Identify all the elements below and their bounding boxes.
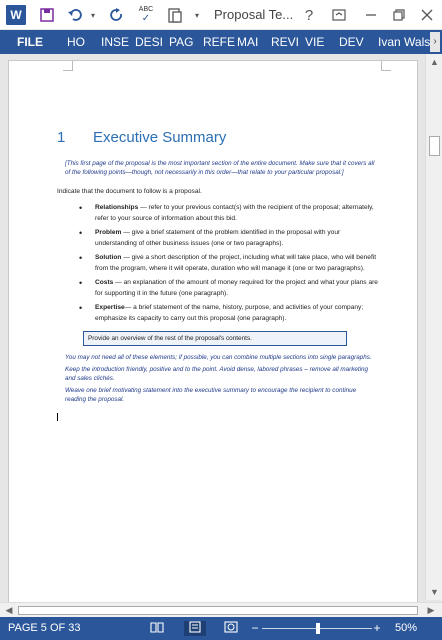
horizontal-scroll-thumb[interactable]	[18, 606, 418, 615]
zoom-level[interactable]: 50%	[395, 622, 418, 634]
tips-block	[65, 353, 375, 407]
ribbon-scroll-right-icon[interactable]: ›	[430, 32, 440, 52]
page-count-status[interactable]: PAGE 5 OF 33	[8, 622, 81, 634]
scroll-left-icon[interactable]: ◀	[5, 605, 13, 615]
user-account[interactable]: Ivan Wals	[378, 35, 431, 49]
list-item	[79, 278, 379, 299]
tab-home[interactable]: HO	[67, 35, 85, 49]
clipboard-icon[interactable]	[166, 5, 184, 25]
tab-design[interactable]: DESI	[135, 35, 164, 49]
bullet-text: — give a short description of the project, including what will take place, who will benefit from the program, where it will operate, duration who will manage it (one or two paragraphs).	[95, 254, 377, 272]
vertical-scroll-thumb[interactable]	[429, 136, 440, 156]
bullet-term: Solution	[95, 254, 122, 261]
bullet-text: — give a brief statement of the problem identified in the proposal with your understanding of other business issues (one or two paragraphs).	[95, 229, 341, 247]
tab-review[interactable]: REVI	[271, 35, 300, 49]
ribbon-display-options-icon[interactable]	[326, 4, 352, 26]
heading-text: Executive Summary	[93, 129, 227, 146]
tip-paragraph: Weave one brief motivating statement into the executive summary to encourage the recipient to continue reading the proposal.	[65, 387, 357, 403]
list-item	[79, 228, 379, 249]
zoom-slider-thumb[interactable]	[316, 623, 320, 634]
status-bar	[0, 617, 442, 640]
word-app-icon[interactable]: W	[6, 5, 26, 25]
margin-corner-top-left	[63, 61, 73, 71]
ribbon-tabs	[0, 30, 442, 54]
scroll-up-icon[interactable]: ▲	[430, 57, 439, 67]
title-bar	[0, 0, 442, 30]
tip-paragraph: Keep the introduction friendly, positive and to the point. Avoid dense, labored phrases – remove all marketing and sales clichés.	[65, 366, 369, 382]
document-title: Proposal Te...	[214, 7, 294, 22]
points-list	[79, 203, 379, 328]
intro-guidance-text: [This first page of the proposal is the most important section of the entire document. Make sure that it covers all of the following points—though, not necessarily in this order—that relate to your particular proposal:]	[65, 160, 375, 176]
scroll-down-icon[interactable]: ▼	[430, 587, 439, 597]
scroll-right-icon[interactable]: ▶	[427, 605, 435, 615]
document-page[interactable]	[8, 60, 418, 610]
bullet-text: — refer to your previous contact(s) with the recipient of the proposal; alternately, refer to your source of information about this bid.	[95, 204, 374, 222]
bullet-term: Expertise	[95, 304, 125, 311]
undo-dropdown-icon[interactable]: ▾	[90, 10, 95, 20]
tab-references[interactable]: REFE	[203, 35, 236, 49]
bullet-text: — an explanation of the amount of money required for the project and what your plans are for supporting it in the future (one paragraph).	[95, 279, 378, 297]
save-icon[interactable]	[38, 5, 56, 25]
zoom-in-button[interactable]: +	[373, 621, 381, 635]
tab-mailings[interactable]: MAI	[237, 35, 259, 49]
document-area	[0, 54, 442, 617]
bullet-term: Problem	[95, 229, 122, 236]
spelling-icon[interactable]: ABC ✓	[138, 6, 154, 24]
minimize-icon[interactable]	[358, 4, 384, 26]
redo-icon[interactable]	[108, 5, 126, 25]
heading-number: 1	[57, 129, 66, 146]
tab-insert[interactable]: INSE	[101, 35, 130, 49]
vertical-scrollbar[interactable]	[425, 54, 442, 600]
customize-qat-icon[interactable]: ▾	[194, 10, 199, 20]
restore-icon[interactable]	[386, 4, 412, 26]
overview-callout-box[interactable]: Provide an overview of the rest of the proposal's contents.	[83, 331, 347, 346]
spelling-label: ABC	[138, 6, 154, 13]
list-item	[79, 253, 379, 274]
web-layout-icon[interactable]	[222, 621, 240, 636]
margin-corner-top-right	[381, 61, 391, 71]
read-mode-icon[interactable]	[148, 621, 166, 636]
section-heading	[57, 129, 226, 146]
tab-developer[interactable]: DEV	[339, 35, 364, 49]
tab-view[interactable]: VIE	[305, 35, 325, 49]
tip-paragraph: You may not need all of these elements; if possible, you can combine multiple sections into single paragraphs.	[65, 354, 372, 361]
horizontal-scrollbar[interactable]	[0, 602, 442, 617]
zoom-out-button[interactable]: −	[251, 621, 259, 635]
lead-paragraph: Indicate that the document to follow is a proposal.	[57, 188, 202, 195]
bullet-text: — a brief statement of the name, history, purpose, and activities of your company; emphasize its capacity to carry out this proposal (one paragraph).	[95, 304, 364, 322]
bullet-term: Relationships	[95, 204, 139, 211]
tab-file[interactable]: FILE	[0, 30, 60, 54]
list-item	[79, 203, 379, 224]
list-item	[79, 303, 379, 324]
text-cursor	[57, 413, 58, 421]
bullet-term: Costs	[95, 279, 114, 286]
close-icon[interactable]	[414, 4, 440, 26]
print-layout-icon[interactable]	[184, 621, 206, 636]
help-button[interactable]: ?	[304, 6, 314, 24]
tab-page-layout[interactable]: PAG	[169, 35, 194, 49]
undo-icon[interactable]	[66, 5, 86, 25]
